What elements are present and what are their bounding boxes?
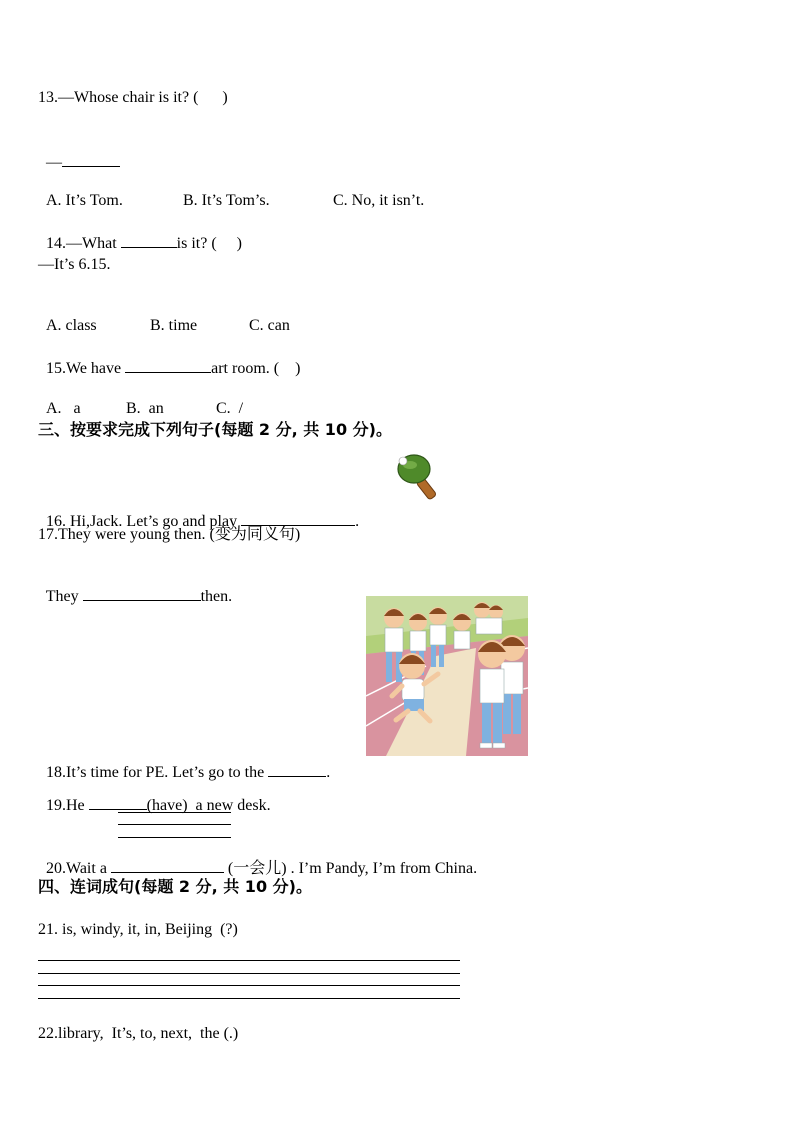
q16-suffix: .	[355, 513, 360, 530]
q19-suffix: (have) a new desk.	[146, 797, 271, 814]
q13-option-b[interactable]: B. It’s Tom’s.	[183, 192, 270, 209]
q15-option-b[interactable]: B. an	[126, 400, 164, 417]
q14-blank[interactable]	[121, 233, 177, 248]
q19-question	[38, 775, 271, 816]
q15-question	[38, 338, 300, 379]
q13-answer-line	[38, 132, 120, 173]
q20-guide-line	[118, 812, 231, 813]
q14-suffix: is it? ( )	[176, 235, 242, 252]
section4-heading: 四、连词成句(每题 2 分, 共 10 分)。	[38, 877, 312, 896]
q13-options	[38, 171, 424, 211]
q18-suffix: .	[326, 764, 331, 781]
q16-prefix: 16. Hi,Jack. Let’s go and play	[46, 513, 242, 530]
q19-prefix: 19.He	[46, 797, 89, 814]
q19-blank[interactable]	[89, 795, 147, 810]
q22-question: 22.library, It’s, to, next, the (.)	[38, 1025, 239, 1042]
q13-option-c[interactable]: C. No, it isn’t.	[333, 192, 425, 209]
section3-heading: 三、按要求完成下列句子(每题 2 分, 共 10 分)。	[38, 420, 392, 439]
q18-prefix: 18.It’s time for PE. Let’s go to the	[46, 764, 269, 781]
q17-answer-line	[38, 566, 232, 607]
q21-guide-line[interactable]	[38, 960, 460, 961]
q15-prefix: 15.We have	[46, 360, 126, 377]
q21-guide-line[interactable]	[38, 998, 460, 999]
q13-blank[interactable]	[62, 152, 120, 167]
q14-question	[38, 213, 242, 254]
q15-option-a[interactable]: A. a	[46, 400, 81, 417]
q15-option-c[interactable]: C. /	[216, 400, 244, 417]
q20-guide-line	[118, 824, 231, 825]
q14-answer: —It’s 6.15.	[38, 256, 111, 273]
q21-question: 21. is, windy, it, in, Beijing (?)	[38, 921, 238, 938]
q14-options	[38, 296, 290, 336]
q13-question: 13.—Whose chair is it? ( )	[38, 89, 228, 106]
q17-blank[interactable]	[83, 586, 201, 601]
q17-suffix: then.	[200, 588, 233, 605]
q15-suffix: art room. ( )	[211, 360, 301, 377]
q14-option-c[interactable]: C. can	[249, 317, 290, 334]
q20-question	[38, 838, 477, 879]
q16-blank[interactable]	[241, 511, 355, 526]
q17-question: 17.They were young then. (变为同义句)	[38, 526, 301, 543]
q15-blank[interactable]	[125, 358, 211, 373]
q20-suffix: (一会儿) . I’m Pandy, I’m from China.	[223, 860, 478, 877]
q15-options	[38, 379, 243, 419]
q14-option-b[interactable]: B. time	[150, 317, 198, 334]
running-track-illustration	[366, 596, 528, 756]
q14-prefix: 14.—What	[46, 235, 121, 252]
q20-prefix: 20.Wait a	[46, 860, 111, 877]
q14-option-a[interactable]: A. class	[46, 317, 97, 334]
q18-blank[interactable]	[268, 762, 326, 777]
ping-pong-paddle-icon	[394, 452, 446, 502]
q13-option-a[interactable]: A. It’s Tom.	[46, 192, 123, 209]
q21-guide-line[interactable]	[38, 973, 460, 974]
q17-prefix: They	[45, 588, 83, 605]
q13-dash: —	[46, 154, 62, 171]
q20-blank[interactable]	[111, 858, 224, 873]
q21-guide-line[interactable]	[38, 985, 460, 986]
